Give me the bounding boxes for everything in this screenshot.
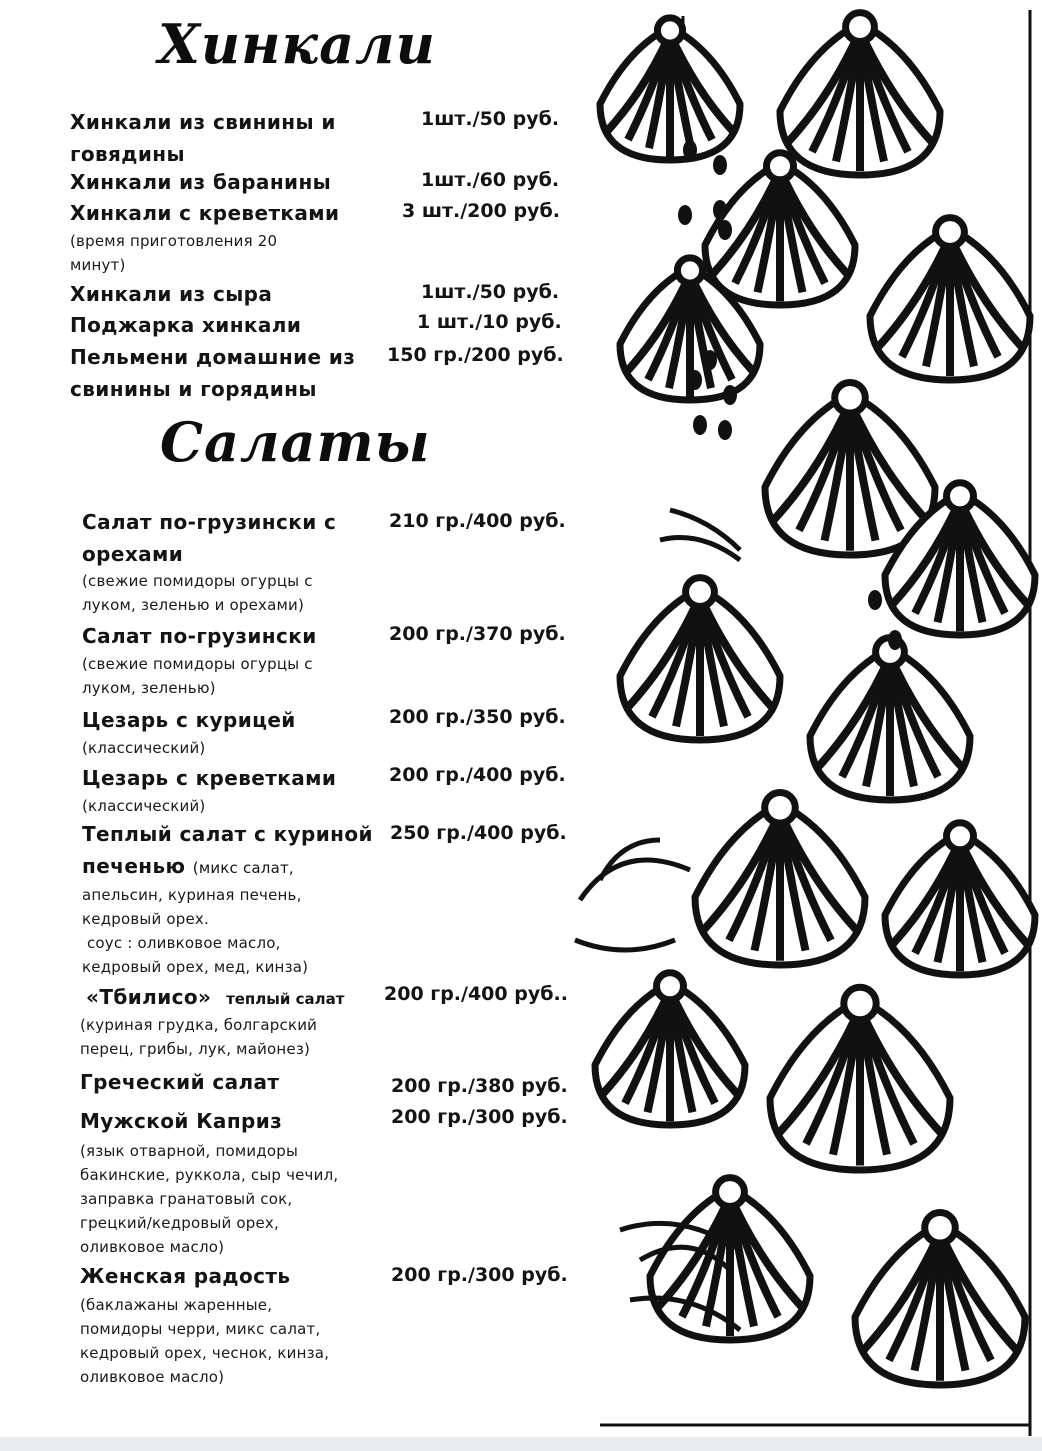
item-price: 1шт./50 руб. xyxy=(421,281,560,303)
page-bottom-edge xyxy=(0,1437,1042,1451)
item-price: 200 гр./300 руб. xyxy=(391,1106,568,1128)
item-name-line: Салат по-грузински с xyxy=(82,510,337,534)
item-price: 3 шт./200 руб. xyxy=(402,200,560,222)
description-line: грецкий/кедровый орех, xyxy=(80,1214,279,1232)
item-name xyxy=(70,106,336,170)
item-name-line: Греческий салат xyxy=(80,1070,280,1094)
description-line: оливковое масло) xyxy=(80,1238,225,1256)
item-name-line: Цезарь с курицей xyxy=(82,708,296,732)
description-line: (классический) xyxy=(82,739,206,757)
description-line: (время приготовления 20 xyxy=(70,232,278,250)
description-line: кедровый орех, чеснок, кинза, xyxy=(80,1344,330,1362)
item-name-text: «Тбилисо» xyxy=(86,985,212,1009)
item-inline-note: теплый салат xyxy=(226,990,345,1008)
item-name xyxy=(82,818,373,884)
description-line: кедровый орех, мед, кинза) xyxy=(82,958,309,976)
item-description xyxy=(82,569,313,617)
description-line: луком, зеленью и орехами) xyxy=(82,596,305,614)
item-name-line: Хинкали из сыра xyxy=(70,282,273,306)
item-name xyxy=(80,1105,282,1137)
description-line: перец, грибы, лук, майонез) xyxy=(80,1040,311,1058)
item-name-line: Мужской Каприз xyxy=(80,1109,283,1133)
item-name-line: Цезарь с креветками xyxy=(82,766,337,790)
item-name xyxy=(70,197,339,229)
item-price: 250 гр./400 руб. xyxy=(390,822,567,844)
description-line: оливковое масло) xyxy=(80,1368,225,1386)
description-line: (свежие помидоры огурцы с xyxy=(82,572,313,590)
section-title-salads: Салаты xyxy=(160,410,431,474)
description-line: (язык отварной, помидоры xyxy=(80,1142,299,1160)
item-name xyxy=(82,506,336,570)
item-price: 1шт./50 руб. xyxy=(421,108,560,130)
description-line: (классический) xyxy=(82,797,206,815)
item-name-line: Поджарка хинкали xyxy=(70,313,302,337)
item-name xyxy=(82,704,296,736)
item-name-line: Теплый салат с куриной xyxy=(82,822,373,846)
item-name xyxy=(80,1066,279,1098)
item-name-line: Женская радость xyxy=(80,1264,291,1288)
item-name xyxy=(86,981,344,1015)
item-name-line: говядины xyxy=(70,142,185,166)
item-name-line: Хинкали с креветками xyxy=(70,201,340,225)
description-line: бакинские, руккола, сыр чечил, xyxy=(80,1166,339,1184)
description-line: луком, зеленью) xyxy=(82,679,216,697)
item-description xyxy=(80,1293,329,1389)
description-line: заправка гранатовый сок, xyxy=(80,1190,293,1208)
description-line: апельсин, куриная печень, xyxy=(82,886,302,904)
item-inline-note: (микс салат, xyxy=(192,859,294,877)
item-name-line: орехами xyxy=(82,542,184,566)
khinkali-illustration-icon xyxy=(560,0,1042,1451)
item-name xyxy=(80,1260,290,1292)
description-line: кедровый орех. xyxy=(82,910,209,928)
item-name-line: Хинкали из свинины и xyxy=(70,110,336,134)
item-price: 210 гр./400 руб. xyxy=(389,510,566,532)
description-line: (свежие помидоры огурцы с xyxy=(82,655,313,673)
section-title-khinkali: Хинкали xyxy=(158,12,436,76)
item-description xyxy=(80,1013,317,1061)
item-description xyxy=(70,229,277,277)
item-name xyxy=(70,309,301,341)
item-name-line: свинины и горядины xyxy=(70,377,317,401)
item-name xyxy=(82,620,317,652)
description-line: соус : оливковое масло, xyxy=(82,934,281,952)
item-price: 150 гр./200 руб. xyxy=(387,344,564,366)
item-name xyxy=(82,762,336,794)
description-line: помидоры черри, микс салат, xyxy=(80,1320,321,1338)
item-name-text: печенью xyxy=(82,854,186,878)
item-price: 1шт./60 руб. xyxy=(421,169,560,191)
item-description xyxy=(82,652,313,700)
item-name-line: Салат по-грузински xyxy=(82,624,317,648)
item-name-line: Хинкали из баранины xyxy=(70,170,332,194)
description-line: минут) xyxy=(70,256,126,274)
item-price: 200 гр./400 руб. xyxy=(389,764,566,786)
item-price: 200 гр./370 руб. xyxy=(389,623,566,645)
item-price: 1 шт./10 руб. xyxy=(417,311,562,333)
description-line: (баклажаны жаренные, xyxy=(80,1296,273,1314)
item-name xyxy=(70,341,355,405)
description-line: (куриная грудка, болгарский xyxy=(80,1016,318,1034)
item-name xyxy=(70,278,272,310)
item-name-line: Пельмени домашние из xyxy=(70,345,356,369)
item-name-line xyxy=(82,850,373,884)
item-price: 200 гр./300 руб. xyxy=(391,1264,568,1286)
item-description xyxy=(80,1139,338,1259)
item-name xyxy=(70,166,331,198)
item-price: 200 гр./350 руб. xyxy=(389,706,566,728)
item-description xyxy=(82,736,205,760)
item-description xyxy=(82,883,308,979)
item-price: 200 гр./380 руб. xyxy=(391,1075,568,1097)
item-price: 200 гр./400 руб.. xyxy=(384,983,568,1005)
item-description xyxy=(82,794,205,818)
